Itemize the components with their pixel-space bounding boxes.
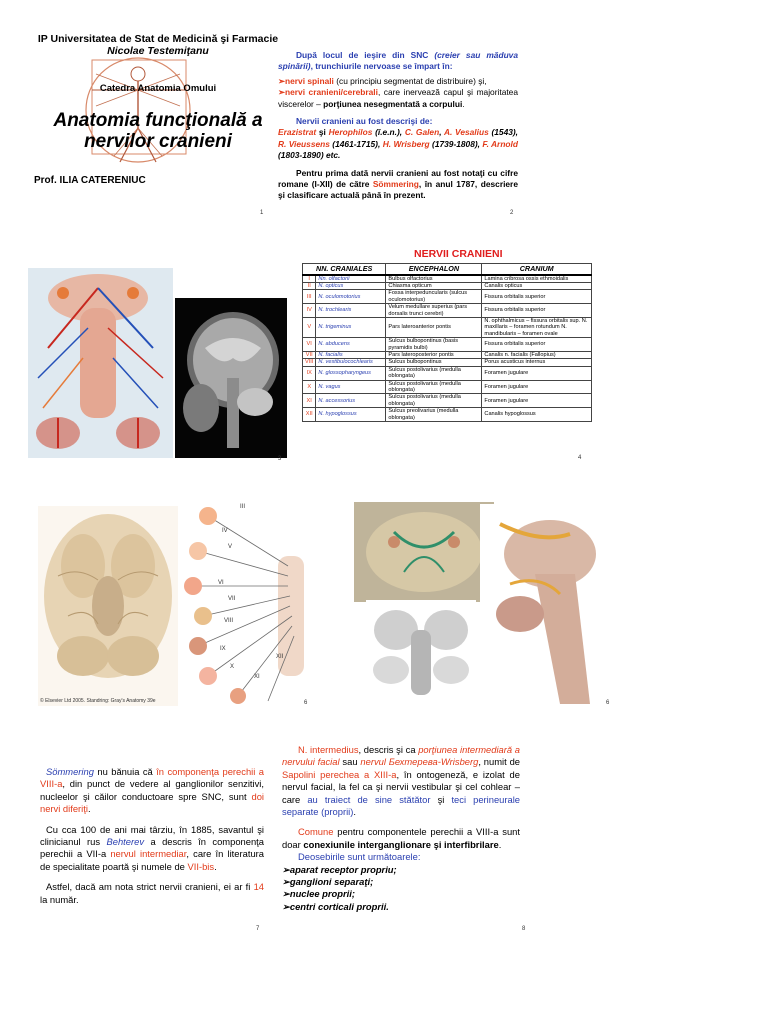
slide-title bbox=[30, 30, 286, 220]
page-number: 6 bbox=[304, 700, 308, 706]
list-item: ➢centri corticali proprii. bbox=[282, 900, 389, 912]
table-cell: Nn. olfactorii bbox=[316, 275, 386, 283]
brainstem-lateral-illustration bbox=[480, 504, 620, 704]
table-cell: Bulbus olfactorius bbox=[386, 275, 482, 283]
text: . bbox=[353, 806, 356, 818]
table-row bbox=[303, 290, 592, 304]
table-cell: Fissura orbitalis superior bbox=[482, 338, 592, 352]
slide-classification bbox=[278, 50, 518, 222]
authors-intro: Nervii cranieni au fost descrişi de: bbox=[296, 116, 433, 127]
cranial-nerves-table bbox=[302, 263, 592, 422]
table-header-row bbox=[303, 264, 592, 275]
table-cell: Foramen jugulare bbox=[482, 380, 592, 394]
brainstem-dissection-illustration bbox=[354, 502, 494, 602]
intermediate-nerve-emphasis: nervul intermediar bbox=[110, 848, 187, 860]
table-cell: I bbox=[303, 275, 316, 283]
intro-parenthetical: (creier sau măduva spinării) bbox=[278, 50, 518, 72]
table-cell: N. facialis bbox=[316, 351, 386, 358]
text: , descris şi ca bbox=[358, 744, 419, 755]
differences-heading: Deosebirile sunt următoarele: bbox=[298, 851, 421, 863]
table-cell: IX bbox=[303, 366, 316, 380]
table-cell: Lamina cribrosa ossis ethmoidalis bbox=[482, 275, 592, 283]
university-patron: Nicolae Testemiţanu bbox=[107, 45, 209, 57]
roman-numeral-label: IX bbox=[220, 646, 226, 652]
table-cell: N. oculomotorius bbox=[316, 290, 386, 304]
table-cell: N. opticus bbox=[316, 282, 386, 289]
slide-title-text bbox=[30, 110, 286, 152]
table-cell: Sulcus postolivarius (medulla oblongata) bbox=[386, 394, 482, 408]
intro-text: După locul de ieşire din SNC bbox=[296, 50, 435, 60]
table-cell: N. abducens bbox=[316, 338, 386, 352]
table-cell: VII bbox=[303, 351, 316, 358]
list-item: ➢ganglioni separaţi; bbox=[282, 876, 374, 888]
author-arnold: F. Arnold bbox=[482, 138, 518, 149]
paragraph-intermedius bbox=[282, 744, 520, 818]
table-cell: N. glossopharyngeus bbox=[316, 366, 386, 380]
department-name: Catedra Anatomia Omului bbox=[99, 83, 217, 94]
page-number: 1 bbox=[260, 210, 264, 216]
paragraph-sommering bbox=[278, 168, 518, 202]
sapolini-emphasis: Sapolini perechea a XIII-a bbox=[282, 768, 397, 780]
page-number: 6 bbox=[606, 700, 610, 706]
sommering-name: Sömmering bbox=[46, 766, 94, 777]
author-galen: C. Galen bbox=[404, 127, 440, 138]
bullet-cranial-emphasis: porţiunea nesegmentată a corpului bbox=[323, 98, 463, 109]
slide-sommering bbox=[40, 766, 264, 936]
table-cell: Pars lateroposterior pontis bbox=[386, 351, 482, 358]
text: nu bănuia că bbox=[93, 766, 157, 777]
paragraph-common bbox=[282, 826, 520, 851]
table-cell: Foramen jugulare bbox=[482, 394, 592, 408]
table-cell: IV bbox=[303, 304, 316, 318]
bullet-spinal-desc: (cu principiu segmentat de distribuire) şi, bbox=[336, 75, 487, 86]
paragraph-behterev bbox=[40, 824, 264, 874]
sep: , bbox=[439, 127, 444, 138]
table-cell: X bbox=[303, 380, 316, 394]
page-number: 8 bbox=[522, 926, 526, 932]
brainstem-ventral-view bbox=[366, 600, 476, 700]
table-cell: Sulcus bulbopontinus bbox=[386, 359, 482, 366]
roman-numeral-label: VI bbox=[218, 580, 224, 586]
year-3: (1739-1808), bbox=[429, 138, 483, 149]
table-row bbox=[303, 304, 592, 318]
table-cell: N. accessorius bbox=[316, 394, 386, 408]
table-row bbox=[303, 275, 592, 283]
vii-bis-emphasis: VII-bis bbox=[187, 860, 215, 872]
year-1: (1543), bbox=[488, 127, 518, 138]
text: Astfel, dacă am nota strict nervii cranieni, ei ar fi bbox=[46, 881, 254, 893]
roman-numeral-label: IV bbox=[222, 528, 228, 534]
figure-caption: © Elsevier Ltd 2005. Standring: Gray's Anatomy 39e bbox=[40, 698, 156, 704]
own-course-emphasis: au traiect de sine stătător bbox=[307, 793, 431, 805]
text: , din punct de vedere al ganglionilor senzitivi, nucleelor şi căilor conductoare spre SNC, sunt bbox=[40, 778, 264, 802]
text: , numit de bbox=[478, 756, 520, 768]
behterev-name: Behterev bbox=[106, 836, 145, 848]
pair-viii-emphasis: în componenţa perechii a VIII-a bbox=[40, 766, 264, 790]
text: , care în literatura de specialitate poartă şi numele de bbox=[40, 848, 264, 872]
bullet-cranial-term: ➢nervi cranieni/cerebrali bbox=[278, 87, 378, 98]
common-term: Comune bbox=[298, 826, 334, 838]
roman-numeral-label: X bbox=[230, 664, 235, 670]
roman-numeral-label: III bbox=[240, 504, 246, 510]
year-4: (1803-1890) etc. bbox=[278, 150, 341, 161]
table-cell: III bbox=[303, 290, 316, 304]
table-cell: Sulcus bulbopontinus (basis pyramidis bulbi) bbox=[386, 338, 482, 352]
text: pentru componentele perechii a VIII-a sunt doar bbox=[282, 826, 520, 850]
roman-numeral-label: V bbox=[228, 544, 233, 550]
title-line-1: Anatomia funcţională a bbox=[53, 110, 263, 131]
author-vieussens: R. Vieussens bbox=[278, 138, 330, 149]
bullet-cranial-desc: , care inervează capul şi majoritatea viscerelor – bbox=[278, 87, 518, 109]
table-cell: Velum medullare superius (pars dorsalis trunci cerebri) bbox=[386, 304, 482, 318]
author-vesalius: A. Vesalius bbox=[443, 127, 489, 138]
text: la număr. bbox=[40, 893, 79, 905]
behterev-wrisberg-emphasis: nervul Бехтерева-Wrisberg bbox=[360, 756, 479, 768]
slide-cranial-nerves-table bbox=[302, 248, 594, 464]
table-cell: Sulcus postolivarius (medulla oblongata) bbox=[386, 366, 482, 380]
slide-nerve-distribution bbox=[178, 496, 316, 711]
table-cell: N. hypoglossus bbox=[316, 408, 386, 422]
bullet-spinal-term: ➢nervi spinali bbox=[278, 75, 337, 86]
table-cell: Fossa interpeduncularis (sulcus oculomotorius) bbox=[386, 290, 482, 304]
table-cell: VI bbox=[303, 338, 316, 352]
conj: şi bbox=[316, 127, 329, 138]
table-cell: Canalis n. facialis (Fallopius) bbox=[482, 351, 592, 358]
intermedius-term: N. intermedius bbox=[298, 744, 359, 755]
count-emphasis: 14 bbox=[253, 881, 264, 893]
table-row bbox=[303, 338, 592, 352]
table-heading: NERVII CRANIENI bbox=[414, 248, 503, 260]
text: sau bbox=[339, 756, 361, 768]
two-nerves-emphasis: doi nervi diferiţi bbox=[40, 790, 264, 815]
table-cell: XI bbox=[303, 394, 316, 408]
slide-skull-base bbox=[38, 496, 178, 711]
table-cell: N. vestibulocochlearis bbox=[316, 359, 386, 366]
sommering-text: Pentru prima dată nervii cranieni au fost notaţi cu cifre romane (I-XII) de către bbox=[278, 167, 518, 190]
table-cell: Canalis hypoglossus bbox=[482, 408, 592, 422]
page-number: 4 bbox=[578, 455, 582, 461]
author-wrisberg: H. Wrisberg bbox=[382, 138, 430, 149]
list-item: ➢nuclee proprii; bbox=[282, 888, 355, 900]
table-cell: Porus acusticus internus bbox=[482, 359, 592, 366]
author-erasistrat: Erazistrat bbox=[278, 127, 317, 138]
paragraph-authors bbox=[278, 116, 518, 162]
table-row bbox=[303, 408, 592, 422]
sheaths-emphasis: teci perineurale separate (proprii) bbox=[282, 793, 521, 818]
text: . bbox=[498, 838, 502, 850]
bullet-cranial bbox=[278, 87, 518, 110]
era-note: (î.e.n.), bbox=[372, 127, 405, 138]
table-row bbox=[303, 359, 592, 366]
paragraph-intro bbox=[278, 50, 518, 73]
table-cell: XII bbox=[303, 408, 316, 422]
page-number: 3 bbox=[278, 456, 282, 462]
page-number: 2 bbox=[510, 210, 514, 216]
paragraph-sommering bbox=[40, 766, 264, 816]
roman-numeral-label: VIII bbox=[224, 618, 234, 624]
table-cell: N. ophthalmicus – fissura orbitalis sup. N. maxillaris – foramen rotundum N. mandibularis – foramen ovale bbox=[482, 317, 592, 337]
text: a descris în componenţa perechii a VII-a bbox=[40, 836, 264, 860]
connections-emphasis: conexiunile interganglionare şi interfibrilare bbox=[303, 838, 499, 850]
table-cell: Fissura orbitalis superior bbox=[482, 304, 592, 318]
brainstem-nuclei-illustration bbox=[28, 268, 173, 458]
differences-list bbox=[282, 864, 520, 914]
author-herophilos: Herophilos bbox=[328, 127, 373, 138]
text: . bbox=[214, 860, 217, 872]
slide-brainstem-images bbox=[28, 268, 288, 464]
year-2: (1461-1715), bbox=[329, 138, 383, 149]
brain-base-photo bbox=[38, 506, 178, 706]
table-row bbox=[303, 394, 592, 408]
cranial-nerve-distribution-diagram bbox=[178, 496, 316, 706]
roman-numeral-label: VII bbox=[228, 596, 236, 602]
roman-numeral-label: XI bbox=[254, 674, 260, 680]
table-cell: Foramen jugulare bbox=[482, 366, 592, 380]
table-row bbox=[303, 366, 592, 380]
table-cell: Pars lateroanterior pontis bbox=[386, 317, 482, 337]
table-cell: Sulcus preolivarius (medulla oblongata) bbox=[386, 408, 482, 422]
title-line-2: nervilor cranieni bbox=[84, 131, 232, 152]
intermediate-portion-emphasis: porţiunea intermediară a nervului facial bbox=[282, 744, 520, 768]
table-cell: II bbox=[303, 282, 316, 289]
table-row bbox=[303, 351, 592, 358]
text: Cu cca 100 de ani mai târziu, în 1885, savantul şi clinicianul rus bbox=[40, 823, 264, 848]
table-cell: VIII bbox=[303, 359, 316, 366]
table-row bbox=[303, 282, 592, 289]
column-header: ENCEPHALON bbox=[386, 264, 482, 275]
column-header: CRANIUM bbox=[482, 264, 592, 275]
table-cell: N. trochlearis bbox=[316, 304, 386, 318]
text: şi bbox=[430, 793, 452, 805]
slide-brainstem-anatomy bbox=[330, 496, 630, 711]
table-row bbox=[303, 380, 592, 394]
table-cell: Chiasma opticum bbox=[386, 282, 482, 289]
intro-text-end: , trunchiurile nervoase se împart în: bbox=[310, 61, 453, 72]
text: , în ontogeneză, e izolat de nervul facial, la fel ca şi nervii vestibular şi cel cohlear – care bbox=[282, 768, 520, 805]
table-cell: V bbox=[303, 317, 316, 337]
sommering-text-end: , în anul 1787, descriere şi clasificare actuală până în prezent. bbox=[278, 179, 518, 201]
author: Prof. ILIA CATERENIUC bbox=[34, 175, 146, 186]
mri-sagittal-head-scan bbox=[175, 298, 287, 458]
university-name: IP Universitatea de Stat de Medicină şi Farmacie bbox=[37, 33, 279, 45]
table-cell: Sulcus postolivarius (medulla oblongata) bbox=[386, 380, 482, 394]
table-cell: Canalis opticus bbox=[482, 282, 592, 289]
roman-numeral-label: XII bbox=[276, 654, 284, 660]
table-cell: N. trigeminus bbox=[316, 317, 386, 337]
slide-intermedius bbox=[282, 744, 526, 934]
bullet-spinal bbox=[278, 76, 518, 87]
paragraph-count bbox=[40, 881, 264, 906]
sommering-name: Sömmering bbox=[372, 179, 419, 190]
table-cell: Fissura orbitalis superior bbox=[482, 290, 592, 304]
page-number: 7 bbox=[256, 926, 260, 932]
table-cell: N. vagus bbox=[316, 380, 386, 394]
list-item: ➢aparat receptor propriu; bbox=[282, 863, 397, 875]
table-row bbox=[303, 317, 592, 337]
column-header: NN. CRANIALES bbox=[303, 264, 386, 275]
bullet-cranial-end: . bbox=[462, 98, 465, 109]
text: . bbox=[87, 803, 91, 815]
